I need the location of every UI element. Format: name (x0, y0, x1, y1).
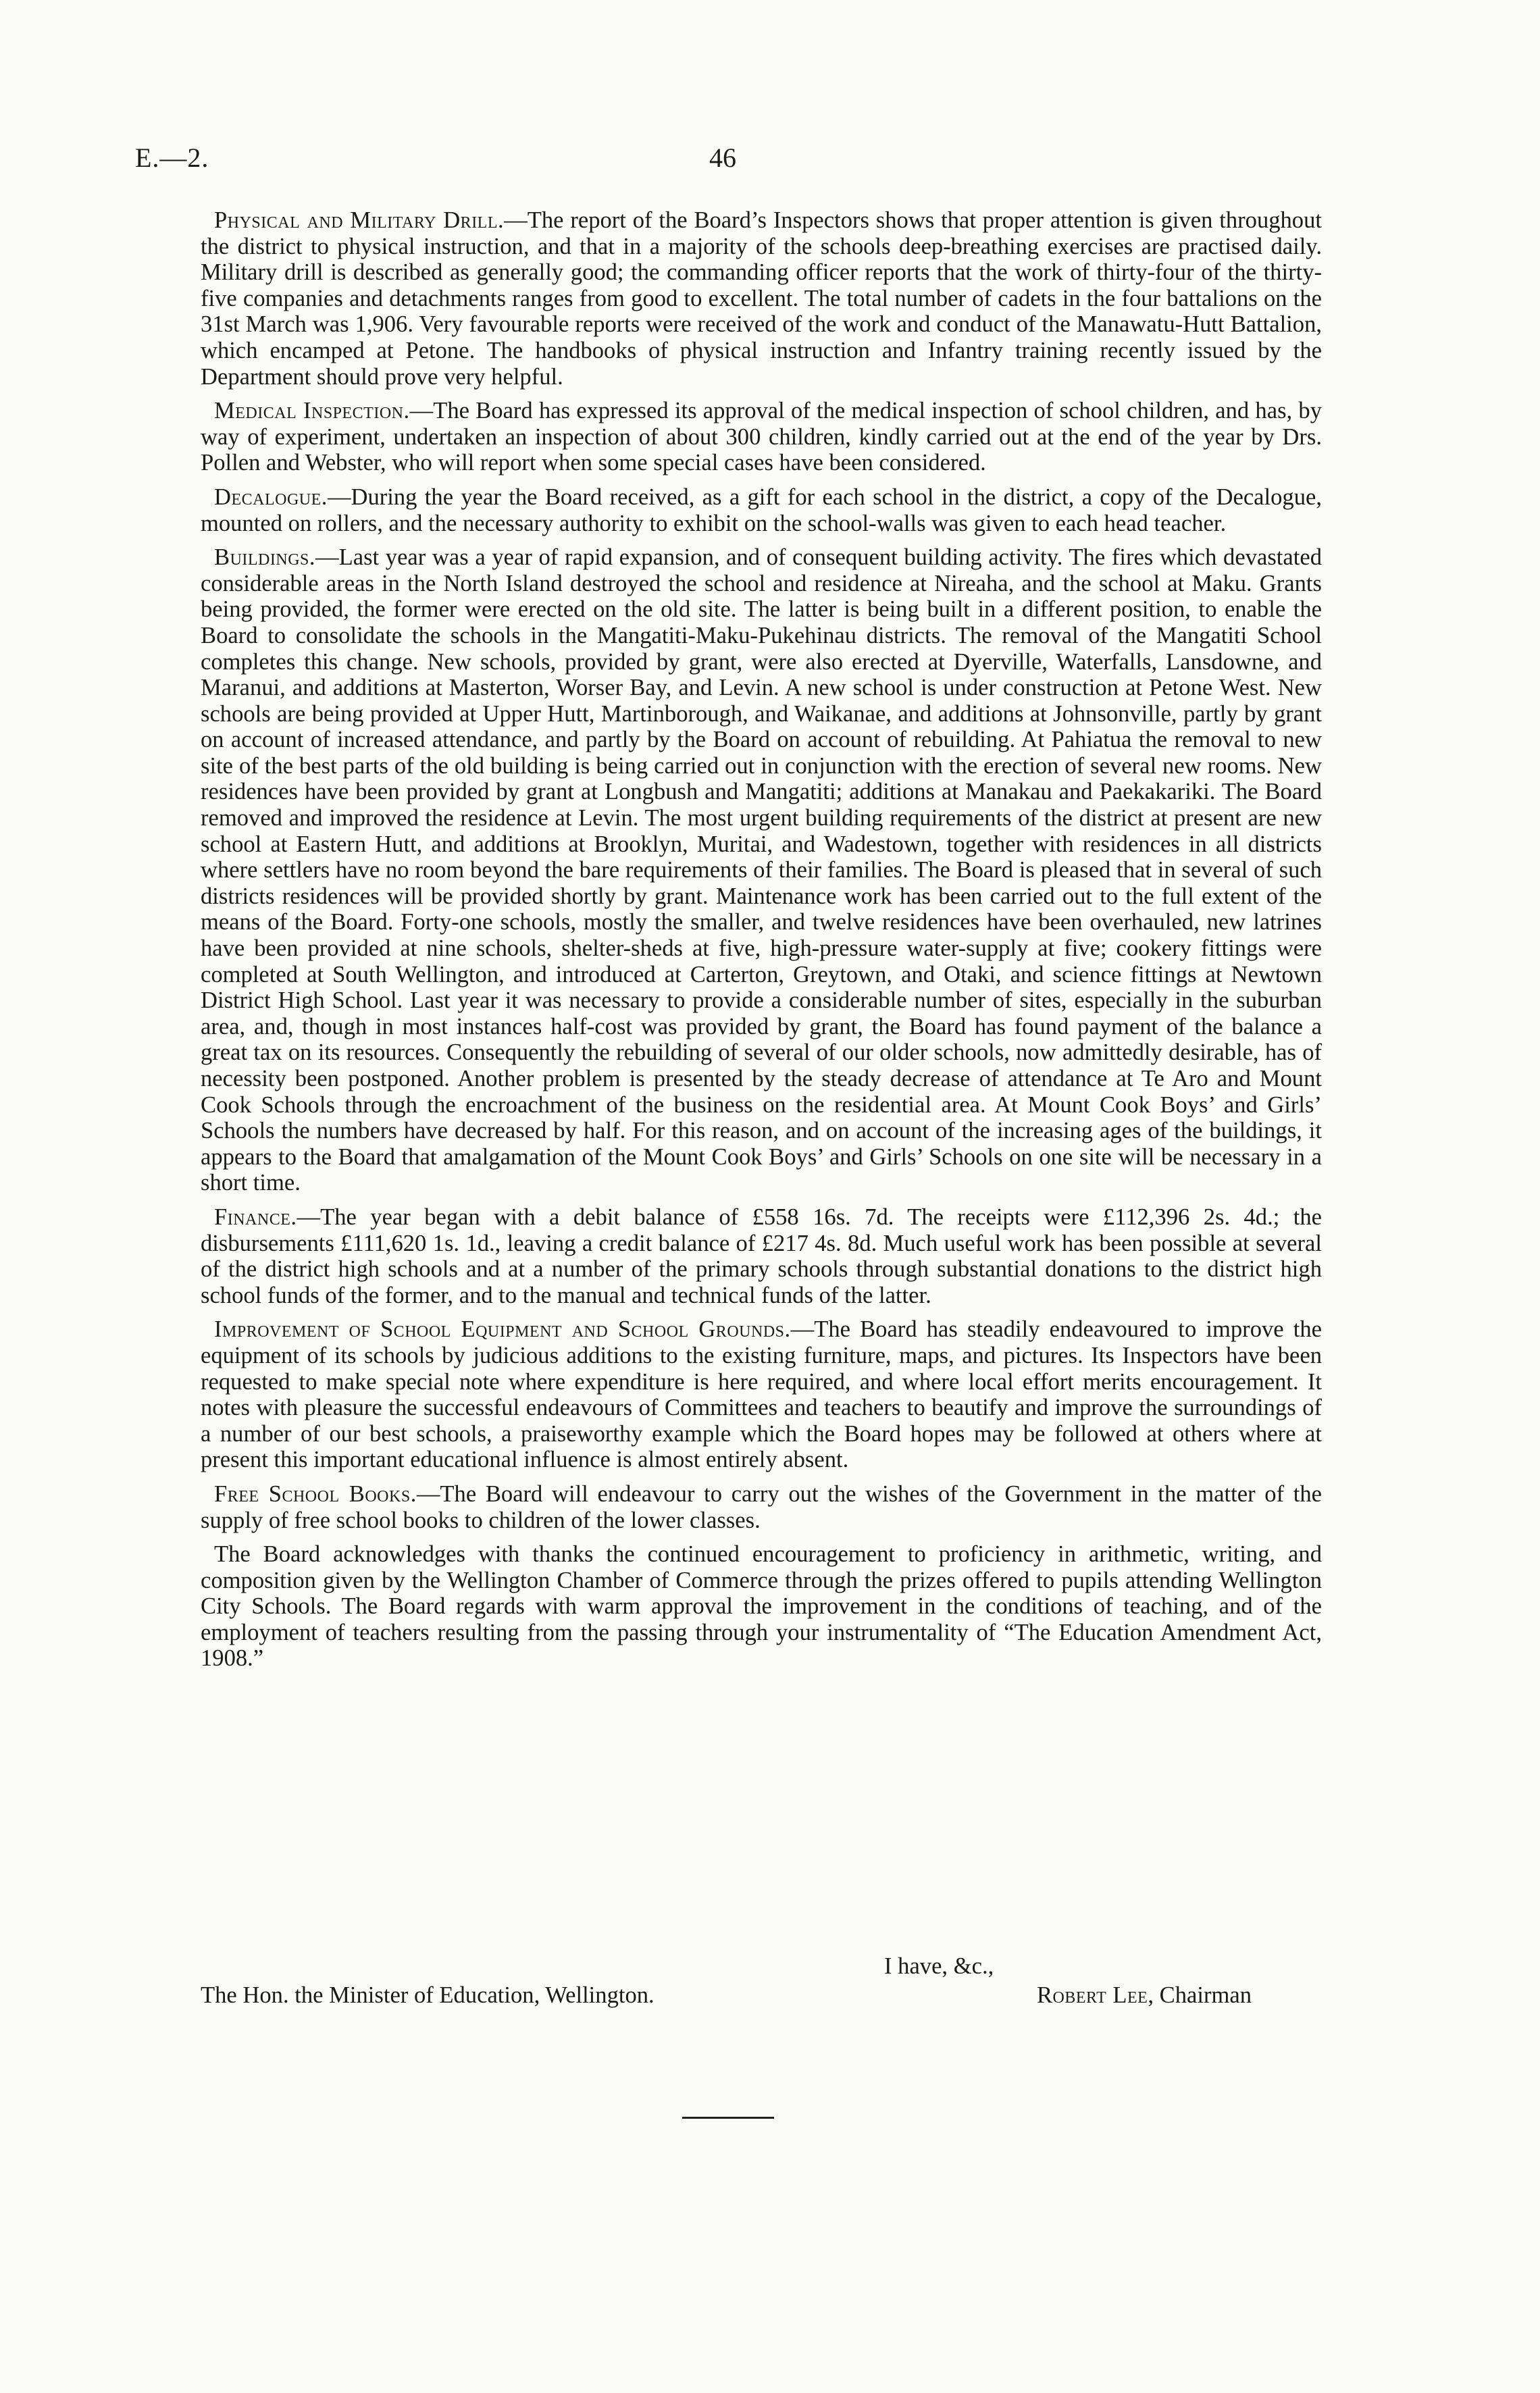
paragraph-decalogue (201, 484, 1322, 536)
signatory-name: Robert Lee (1036, 1982, 1148, 2008)
letter-closing (201, 1953, 1322, 2008)
section-heading: Buildings. (214, 544, 316, 571)
paragraph-text: —The Board has steadily endeavoured to improve the equipment of its schools by judicious additions to the existing furniture, maps, and pictures. Its Inspectors have been requested to make special note where expenditure is here required, and where local effort merits encouragement. It notes with pleasure the successful endeavours of Committees and teachers to beautify and improve the surroundings of a number of our best schools, a praiseworthy example which the Board hopes may be followed at others where at present this important educational influence is almost entirely absent. (201, 1316, 1322, 1473)
section-heading: Finance. (214, 1204, 297, 1230)
section-heading: Free School Books. (214, 1481, 417, 1507)
section-heading: Physical and Military Drill. (214, 207, 505, 233)
paragraph-free-books (201, 1481, 1322, 1533)
paragraph-text: —During the year the Board received, as a gift for each school in the district, a copy of the Decalogue, mounted on rollers, and the necessary authority to exhibit on the school-walls was given to each head teacher. (201, 484, 1322, 536)
paragraph-improvement (201, 1316, 1322, 1473)
document-reference: E.—2. (135, 143, 209, 173)
signature-row (201, 1982, 1322, 2009)
paragraph-medical-inspection (201, 398, 1322, 476)
paragraph-buildings (201, 544, 1322, 1196)
report-body (201, 207, 1322, 1680)
end-rule (682, 2117, 774, 2119)
paragraph-text: —Last year was a year of rapid expansion, and of consequent building activity. The fires which devastated considerable areas in the North Island destroyed the school and residence at Nireaha, and the school at Maku. Grants being provided, the former were erected on the old site. The latter is being built in a different position, to enable the Board to consolidate the schools in the Mangatiti-Maku-Pukehinau districts. The removal of the Mangatiti School completes this change. New schools, provided by grant, were also erected at Dyerville, Waterfalls, Lansdowne, and Maranui, and additions at Masterton, Worser Bay, and Levin. A new school is under construction at Petone West. New schools are being provided at Upper Hutt, Martinborough, and Waikanae, and additions at Johnsonville, partly by grant on account of increased attendance, and partly by the Board on account of rebuilding. At Pahiatua the removal to new site of the best parts of the old building is being carried out in conjunction with the erection of several new rooms. New residences have been provided by grant at Longbush and Mangatiti; additions at Manakau and Paekakariki. The Board removed and improved the residence at Levin. The most urgent building requirements of the district at present are new school at Eastern Hutt, and additions at Brooklyn, Muritai, and Wadestown, together with residences in all districts where settlers have no room beyond the bare requirements of their families. The Board is pleased that in several of such districts residences will be provided shortly by grant. Maintenance work has been carried out to the full extent of the means of the Board. Forty-one schools, mostly the smaller, and twelve residences have been overhauled, new latrines have been provided at nine schools, shelter-sheds at five, high-pressure water-supply at five; cookery fittings were completed at South Wellington, and introduced at Carterton, Greytown, and Otaki, and science fittings at Newtown District High School. Last year it was necessary to provide a considerable number of sites, especially in the suburban area, and, though in most instances half-cost was provided by grant, the Board has found payment of the balance a great tax on its resources. Consequently the rebuilding of several of our older schools, now admittedly desirable, has of necessity been postponed. Another problem is presented by the steady decrease of attendance at Te Aro and Mount Cook Schools through the encroachment of the business on the residential area. At Mount Cook Boys’ and Girls’ Schools the numbers have decreased by half. For this reason, and on account of the increasing ages of the buildings, it appears to the Board that amalgamation of the Mount Cook Boys’ and Girls’ Schools on one site will be necessary in a short time. (201, 544, 1322, 1196)
paragraph-finance (201, 1204, 1322, 1308)
paragraph-acknowledgement (201, 1541, 1322, 1672)
paragraph-text: The Board acknowledges with thanks the continued encouragement to proficiency in arithmetic, writing, and composition given by the Wellington Chamber of Commerce through the prizes offered to pupils attending Wellington City Schools. The Board regards with warm approval the improvement in the conditions of teaching, and of the employment of teachers resulting from the passing through your instrumentality of “The Education Amendment Act, 1908.” (201, 1541, 1322, 1672)
paragraph-text: —The Board has expressed its approval of the medical inspection of school children, and has, by way of experiment, undertaken an inspection of about 300 children, kindly carried out at the end of the year by Drs. Pollen and Webster, who will report when some special cases have been considered. (201, 398, 1322, 476)
paragraph-physical-drill (201, 207, 1322, 390)
paragraph-text: —The year began with a debit balance of £558 16s. 7d. The receipts were £112,396 2s. 4d.; the disbursements £111,620 1s. 1d., leaving a credit balance of £217 4s. 8d. Much useful work has been possible at several of the district high schools and at a number of the primary schools through substantial donations to the district high school funds of the former, and to the manual and technical funds of the latter. (201, 1204, 1322, 1308)
paragraph-text: —The Board will endeavour to carry out the wishes of the Government in the matter of the supply of free school books to children of the lower classes. (201, 1481, 1322, 1533)
section-heading: Medical Inspection. (214, 398, 410, 424)
page-number: 46 (709, 143, 736, 173)
signatory-role: , Chairman (1148, 1982, 1252, 2008)
addressee: The Hon. the Minister of Education, Wellington. (201, 1982, 654, 2008)
paragraph-text: —The report of the Board’s Inspectors shows that proper attention is given throughout the district to physical instruction, and that in a majority of the schools deep-breathing exercises are practised daily. Military drill is described as generally good; the commanding officer reports that the work of thirty-four of the thirty-five companies and detachments ranges from good to excellent. The total number of cadets in the four battalions on the 31st March was 1,906. Very favourable reports were received of the work and conduct of the Manawatu-Hutt Battalion, which encamped at Petone. The handbooks of physical instruction and Infantry training recently issued by the Department should prove very helpful. (201, 207, 1322, 390)
complimentary-close: I have, &c., (884, 1953, 994, 1979)
page-header (135, 142, 1378, 182)
section-heading: Improvement of School Equipment and School Grounds. (214, 1316, 791, 1343)
signature (1037, 1982, 1322, 2009)
section-heading: Decalogue. (214, 484, 328, 510)
